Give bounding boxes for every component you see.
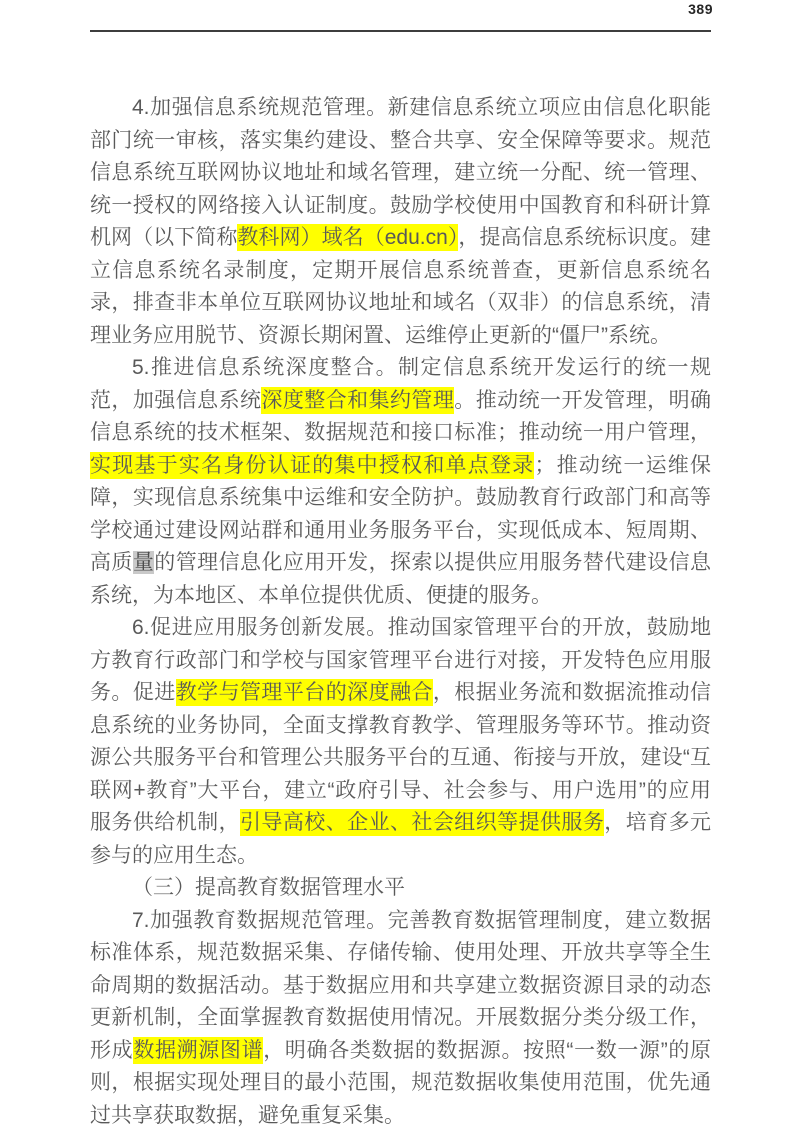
paragraph [90,612,711,872]
text-run: （三）提高教育数据管理水平 [132,876,405,899]
text-run: ；推动统一运维保障，实现信息系统集中运维和安全防护。鼓励教育行政部门和高等学校通过建设网站群和通用业务服务平台，实现低成本、短周期、高质 [90,454,711,575]
text-run: 4.加强信息系统规范管理。新建信息系统立项应由信息化职能部门统一审核，落实集约建设、整合共享、安全保障等要求。规范信息系统互联网协议地址和域名管理，建立统一分配、统一管理、统一授权的网络接入认证制度。鼓励学校使用中国教育和科研计算机网（以下简称 [90,96,711,249]
section-heading [90,872,711,905]
highlighted-text: 深度整合和集约管理 [261,387,454,414]
highlighted-text: 教科网）域名（edu.cn） [237,224,458,251]
highlighted-text: 数据溯源图谱 [133,1037,263,1064]
text-run: ，培育多元参与的应用生态。 [90,811,711,867]
header-rule-divider [90,30,711,32]
text-run: ，明确各类数据的数据源。按照“一数一源”的原则，根据实现处理目的最小范围，规范数据收集使用范围，优先通过共享获取数据，避免重复采集。 [90,1039,711,1127]
paragraph [90,905,711,1132]
highlighted-text: 引导高校、企业、社会组织等提供服务 [240,809,604,836]
gray-marked-text: 量 [133,551,154,574]
text-run: ，根据业务流和数据流推动信息系统的业务协同，全面支撑教育教学、管理服务等环节。推动资源公共服务平台和管理公共服务平台的互通、衔接与开放，建设“互联网+教育”大平台，建立“政府引导、社会参与、用户选用”的应用服务供给机制， [90,681,711,834]
paragraph [90,92,711,352]
text-run: 5.推进信息系统深度整合。制定信息系统开发运行的统一规范，加强信息系统 [90,356,711,412]
text-run: ，提高信息系统标识度。建立信息系统名录制度，定期开展信息系统普查，更新信息系统名录，排查非本单位互联网协议地址和域名（双非）的信息系统，清理业务应用脱节、资源长期闲置、运维停止更新的“僵尸”系统。 [90,226,711,347]
document-body [90,92,711,1132]
highlighted-text: 实现基于实名身份认证的集中授权和单点登录 [90,452,534,479]
highlighted-text: 教学与管理平台的深度融合 [176,679,433,706]
paragraph [90,352,711,612]
page-number: 389 [688,1,713,17]
text-run: 。推动统一开发管理，明确信息系统的技术框架、数据规范和接口标准；推动统一用户管理， [90,389,711,445]
text-run: 6.促进应用服务创新发展。推动国家管理平台的开放，鼓励地方教育行政部门和学校与国家管理平台进行对接，开发特色应用服务。促进 [90,616,711,704]
text-run: 7.加强教育数据规范管理。完善教育数据管理制度，建立数据标准体系，规范数据采集、存储传输、使用处理、开放共享等全生命周期的数据活动。基于数据应用和共享建立数据资源目录的动态更新机制，全面掌握教育数据使用情况。开展数据分类分级工作，形成 [90,909,711,1062]
text-run: 的管理信息化应用开发，探索以提供应用服务替代建设信息系统，为本地区、本单位提供优质、便捷的服务。 [90,551,711,607]
